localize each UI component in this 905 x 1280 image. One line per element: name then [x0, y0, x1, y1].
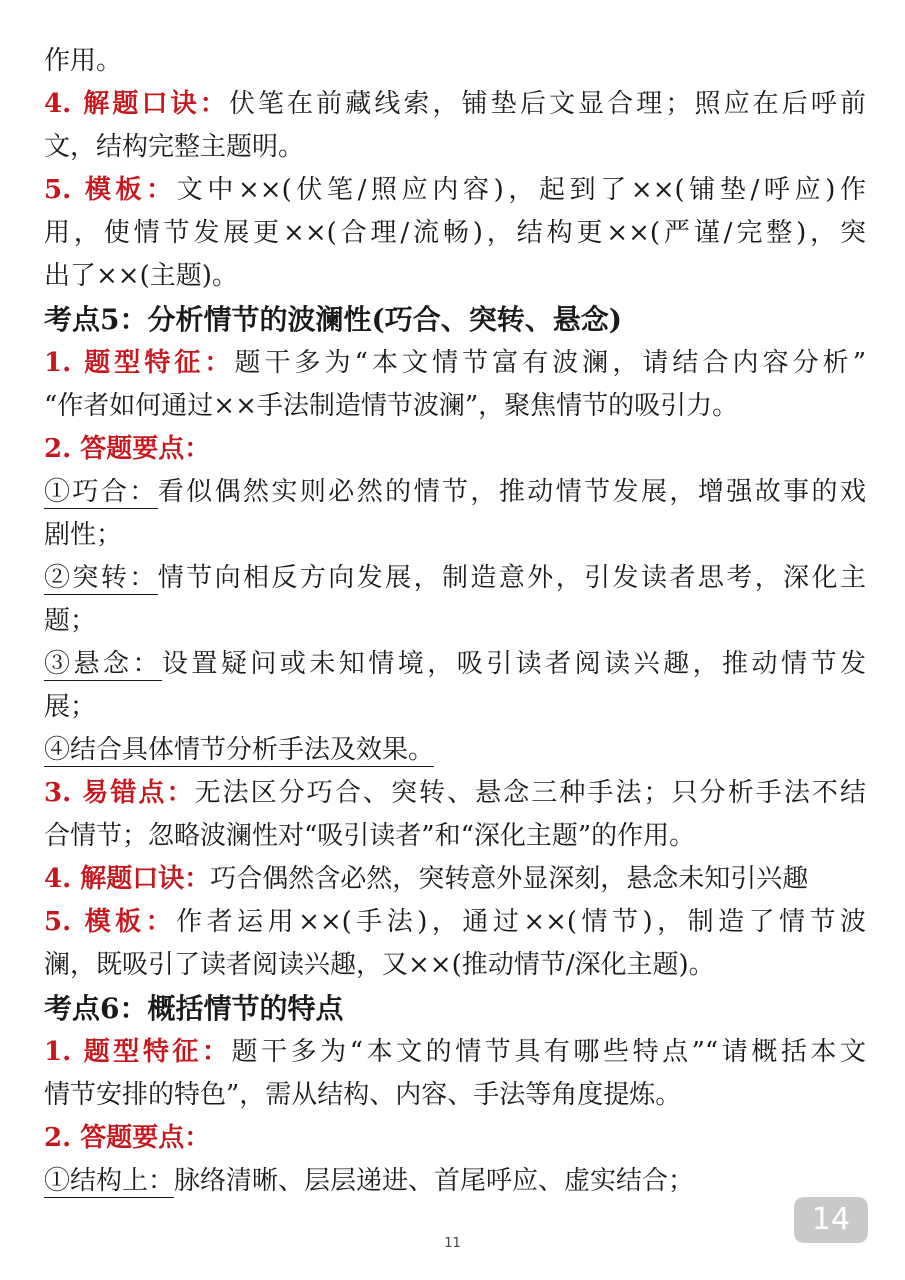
line-text: 题；: [44, 606, 97, 636]
text-line: [44, 858, 866, 901]
text-line: [44, 514, 866, 557]
text-line: [44, 40, 866, 83]
page-number-badge: 14: [794, 1197, 868, 1243]
point-label: ①巧合：: [44, 477, 158, 507]
item-label: 5. 模板：: [44, 175, 177, 205]
line-text: 看似偶然实则必然的情节，推动情节发展，增强故事的戏: [157, 477, 866, 507]
line-text: 巧合偶然含必然，突转意外显深刻，悬念未知引兴趣: [210, 864, 809, 894]
item-label: 1. 题型特征：: [44, 1037, 232, 1067]
line-text: 澜，既吸引了读者阅读兴趣，又××(推动情节/深化主题)。: [44, 950, 715, 980]
line-text: 作者运用××(手法)，通过××(情节)，制造了情节波: [176, 907, 867, 937]
item-label: 1. 题型特征：: [44, 348, 235, 378]
line-text: 设置疑问或未知情境，吸引读者阅读兴趣，推动情节发: [161, 649, 866, 679]
section-heading: 考点6：概括情节的特点: [44, 992, 344, 1025]
point-label: ④结合具体情节分析手法及效果。: [44, 735, 435, 765]
line-text: 文，结构完整主题明。: [44, 132, 305, 162]
line-text: 脉络清晰、层层递进、首尾呼应、虚实结合；: [174, 1166, 695, 1196]
text-line: [44, 557, 866, 600]
item-label: 5. 模板：: [44, 907, 177, 937]
line-text: 情节安排的特色”，需从结构、内容、手法等角度提炼。: [44, 1080, 682, 1110]
line-text: 题干多为“本文的情节具有哪些特点”“请概括本文: [231, 1037, 866, 1067]
line-text: 无法区分巧合、突转、悬念三种手法；只分析手法不结: [194, 778, 866, 808]
line-text: “作者如何通过××手法制造情节波澜”，聚焦情节的吸引力。: [44, 391, 739, 421]
text-line: [44, 1074, 866, 1117]
item-label: 3. 易错点：: [44, 778, 195, 808]
line-text: 剧性；: [44, 520, 123, 550]
text-line: [44, 1117, 866, 1160]
text-line: [44, 342, 866, 385]
text-line: [44, 772, 866, 815]
item-label: 4. 解题口诀：: [44, 89, 229, 119]
item-label: 2. 答题要点：: [44, 1123, 211, 1153]
text-line: [44, 169, 866, 212]
footer-page-number: 11: [444, 1236, 461, 1251]
line-text: 合情节；忽略波澜性对“吸引读者”和“深化主题”的作用。: [44, 821, 696, 851]
text-line: [44, 901, 866, 944]
line-text: 作用。: [44, 46, 123, 76]
line-text: 题干多为“本文情节富有波澜，请结合内容分析”: [234, 348, 866, 378]
text-line: [44, 1031, 866, 1074]
text-line: [44, 385, 866, 428]
text-line: [44, 126, 866, 169]
text-line: [44, 815, 866, 858]
point-label: ②突转：: [44, 563, 158, 593]
text-line: [44, 212, 866, 255]
text-line: [44, 600, 866, 643]
text-line: [44, 686, 866, 729]
text-line: [44, 729, 866, 772]
text-line: [44, 944, 866, 987]
point-label: ③悬念：: [44, 649, 162, 679]
text-line: [44, 643, 866, 686]
item-label: 2. 答题要点：: [44, 434, 211, 464]
line-text: 用，使情节发展更××(合理/流畅)，结构更××(严谨/完整)，突: [44, 218, 866, 248]
text-line: [44, 428, 866, 471]
text-line: [44, 1160, 866, 1203]
text-line: [44, 83, 866, 126]
line-text: 文中××(伏笔/照应内容)，起到了××(铺垫/呼应)作: [176, 175, 866, 205]
line-text: 出了××(主题)。: [44, 261, 238, 291]
line-text: 情节向相反方向发展，制造意外，引发读者思考，深化主: [157, 563, 866, 593]
section-heading: 考点5：分析情节的波澜性(巧合、突转、悬念): [44, 303, 622, 336]
text-line: [44, 255, 866, 298]
point-label: ①结构上：: [44, 1166, 175, 1196]
line-text: 伏笔在前藏线索，铺垫后文显合理；照应在后呼前: [228, 89, 866, 119]
text-line: [44, 471, 866, 514]
line-text: 展；: [44, 692, 97, 722]
item-label: 4. 解题口诀：: [44, 864, 211, 894]
document-body: [44, 40, 866, 1203]
